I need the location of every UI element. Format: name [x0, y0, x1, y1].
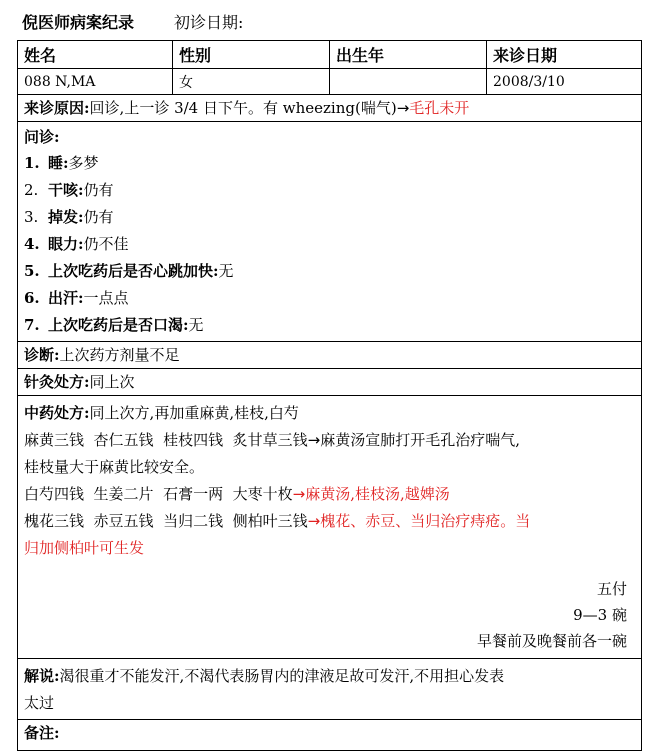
herbal-timing: 早餐前及晚餐前各一碗: [476, 632, 627, 650]
inquiry-item-label: 干咳:: [48, 181, 84, 199]
inquiry-item-label: 出汗:: [48, 289, 84, 307]
notes-label: 备注:: [24, 724, 60, 742]
diagnosis-row: [18, 342, 641, 369]
diagnosis-label: 诊断:: [24, 346, 60, 364]
arrow-icon: →: [307, 431, 321, 449]
record-header: [22, 8, 243, 38]
arrow-icon: →: [396, 99, 410, 117]
inquiry-item: [18, 231, 641, 258]
inquiry-item-value: 仍有: [83, 181, 114, 199]
first-visit-date-label: 初诊日期:: [174, 13, 244, 32]
inquiry-item-value: 仍不佳: [83, 235, 129, 253]
acupuncture-row: [18, 369, 641, 396]
acupuncture-label: 针灸处方:: [24, 373, 90, 391]
inquiry-item: [18, 177, 641, 204]
inquiry-item: [18, 204, 641, 231]
diagnosis-text: 上次药方剂量不足: [59, 346, 180, 364]
notes-row: [18, 720, 641, 750]
gender-value[interactable]: 女: [173, 69, 330, 94]
inquiry-item: [18, 312, 641, 339]
inquiry-item-number: 1.: [24, 154, 40, 172]
reason-row: [18, 95, 641, 122]
inquiry-item-label: 睡:: [48, 154, 69, 172]
record-title: 倪医师病案纪录: [22, 13, 135, 32]
explanation-section: [18, 659, 641, 720]
inquiry-list: [18, 150, 641, 339]
herb-list-1: 麻黄三钱 杏仁五钱 桂枝四钱 炙甘草三钱: [24, 431, 308, 449]
inquiry-item-number: 5.: [24, 262, 40, 280]
herbal-bowls: 9—3 碗: [573, 606, 627, 624]
inquiry-item-value: 无: [188, 316, 204, 334]
acupuncture-text: 同上次: [89, 373, 135, 391]
visit-date-header: 来诊日期: [493, 46, 558, 65]
birth-year-header: 出生年: [330, 41, 487, 68]
inquiry-item: [18, 150, 641, 177]
inquiry-item-label: 上次吃药后是否心跳加快:: [48, 262, 219, 280]
arrow-icon: →: [292, 485, 306, 503]
inquiry-item: [18, 285, 641, 312]
herb-list-4: 槐花三钱 赤豆五钱 当归二钱 侧柏叶三钱: [24, 512, 308, 530]
inquiry-item-value: 无: [218, 262, 234, 280]
herb-note-3: 麻黄汤,桂枝汤,越婢汤: [305, 485, 450, 503]
inquiry-item-number: 4.: [24, 235, 40, 253]
herbal-line-2: 桂枝量大于麻黄比较安全。: [24, 458, 205, 476]
herb-list-3: 白芍四钱 生姜二片 石膏一两 大枣十枚: [24, 485, 293, 503]
herbal-line-3: [24, 481, 635, 508]
herbal-doses: 五付: [596, 580, 627, 598]
name-value[interactable]: 088 N,MA: [18, 69, 173, 94]
herb-note-1: 麻黄汤宣肺打开毛孔治疗喘气,: [320, 431, 520, 449]
reason-highlight: 毛孔未开: [409, 99, 470, 117]
birth-year-value[interactable]: [330, 69, 487, 94]
inquiry-item: [18, 258, 641, 285]
visit-date-value[interactable]: 2008/3/10: [493, 73, 565, 90]
gender-header: 性别: [173, 41, 330, 68]
arrow-icon: →: [307, 512, 321, 530]
patient-header-row: [18, 41, 641, 69]
explanation-line-1: [24, 663, 635, 690]
explanation-label: 解说:: [24, 667, 60, 685]
reason-label: 来诊原因:: [24, 99, 90, 117]
explanation-text-1: 渴很重才不能发汗,不渴代表肠胃内的津液足故可发汗,不用担心发表: [59, 667, 505, 685]
inquiry-item-number: 6.: [24, 289, 40, 307]
inquiry-item-number: 3.: [24, 208, 39, 226]
inquiry-item-label: 上次吃药后是否口渴:: [48, 316, 189, 334]
herbal-line-1: [24, 427, 635, 454]
inquiry-item-label: 掉发:: [48, 208, 84, 226]
herb-note-4: 槐花、赤豆、当归治疗痔疮。当: [320, 512, 531, 530]
herbal-label: 中药处方:: [24, 404, 90, 422]
inquiry-item-value: 一点点: [83, 289, 129, 307]
inquiry-item-value: 仍有: [83, 208, 114, 226]
herbal-line-4: [24, 508, 635, 535]
patient-value-row: [18, 69, 641, 95]
explanation-line-2: 太过: [24, 694, 55, 712]
herbal-intro-line: [24, 400, 635, 427]
inquiry-item-label: 眼力:: [48, 235, 84, 253]
inquiry-item-value: 多梦: [68, 154, 99, 172]
name-header: 姓名: [18, 41, 173, 68]
inquiry-label: 问诊:: [24, 128, 60, 146]
herbal-intro: 同上次方,再加重麻黄,桂枝,白芍: [89, 404, 299, 422]
inquiry-item-number: 2.: [24, 181, 39, 199]
reason-text: 回诊,上一诊 3/4 日下午。有 wheezing(喘气): [89, 99, 397, 117]
inquiry-item-number: 7.: [24, 316, 40, 334]
herbal-line-5: 归加侧柏叶可生发: [24, 539, 145, 557]
herbal-section: [18, 396, 641, 659]
record-form: [17, 40, 642, 751]
inquiry-section: [18, 122, 641, 342]
